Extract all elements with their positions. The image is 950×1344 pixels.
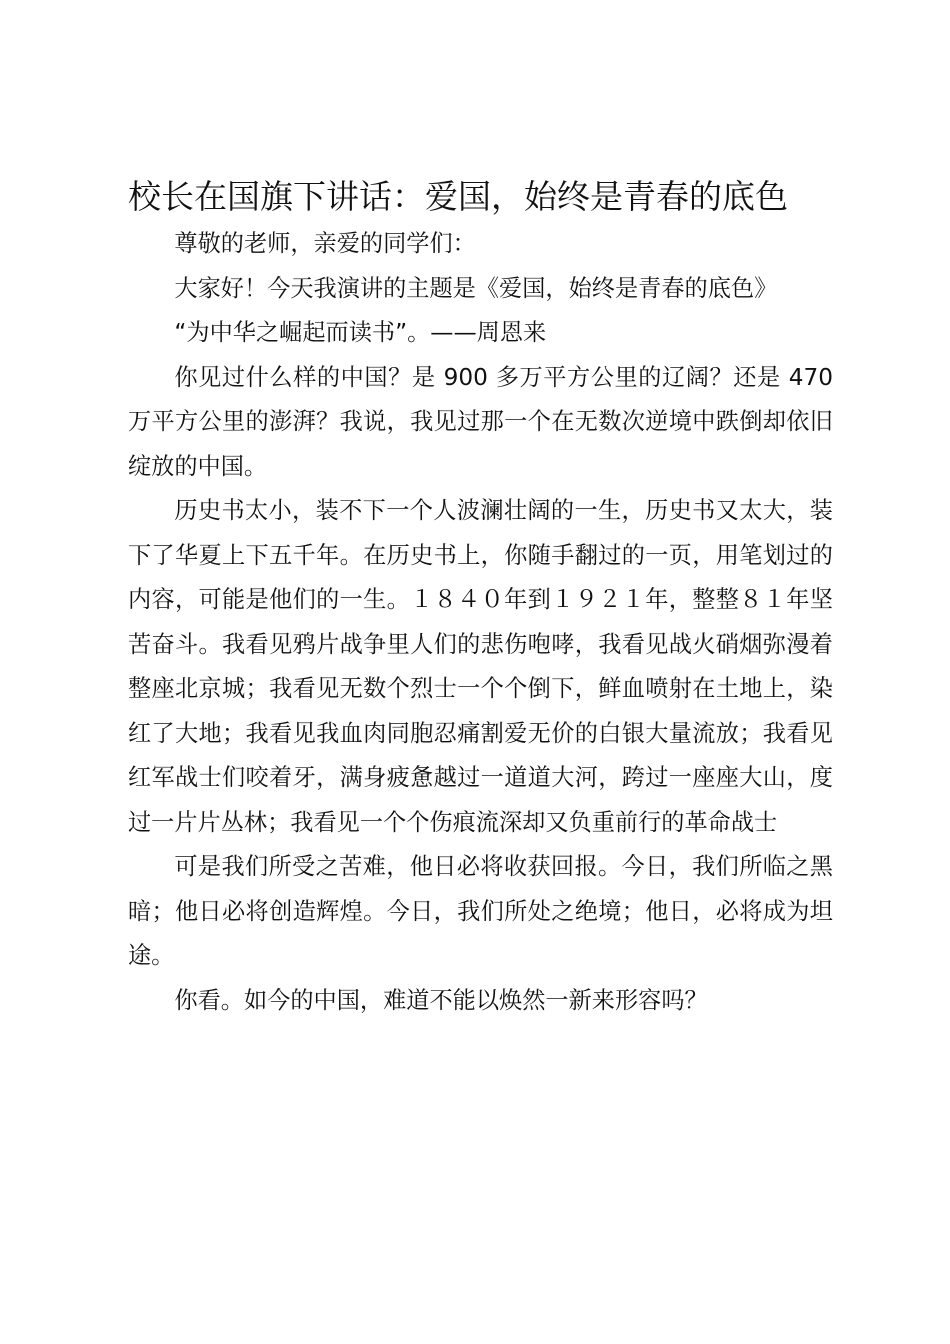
body-paragraph: 可是我们所受之苦难，他日必将收获回报。今日，我们所临之黑暗；他日必将创造辉煌。今日，我们所处之绝境；他日，必将成为坦途。 xyxy=(128,853,833,969)
body-paragraph: 你见过什么样的中国？是 900 多万平方公里的辽阔？还是 470 万平方公里的澎湃？我说，我见过那一个在无数次逆境中跌倒却依旧绽放的中国。 xyxy=(128,363,833,480)
document-page xyxy=(128,172,833,1023)
quote-paragraph: “为中华之崛起而读书”。——周恩来 xyxy=(174,319,547,346)
body-paragraph: 你看。如今的中国，难道不能以焕然一新来形容吗？ xyxy=(174,986,708,1014)
topic-paragraph: 大家好！今天我演讲的主题是《爱国，始终是青春的底色》 xyxy=(174,274,778,302)
salutation-paragraph: 尊敬的老师，亲爱的同学们： xyxy=(174,230,476,257)
body-paragraph: 历史书太小，装不下一个人波澜壮阔的一生，历史书又太大，装下了华夏上下五千年。在历史书上，你随手翻过的一页，用笔划过的内容，可能是他们的一生。１８４０年到１９２１年，整整８１年坚苦奋斗。我看见鸦片战争里人们的悲伤咆哮，我看见战火硝烟弥漫着整座北京城；我看见无数个烈士一个个倒下，鲜血喷射在土地上，染红了大地；我看见我血肉同胞忍痛割爱无价的白银大量流放；我看见红军战士们咬着牙，满身疲惫越过一道道大河，跨过一座座大山，度过一片片丛林；我看见一个个伤痕流深却又负重前行的革命战士 xyxy=(128,497,833,836)
document-title: 校长在国旗下讲话：爱国，始终是青春的底色 xyxy=(128,177,788,216)
